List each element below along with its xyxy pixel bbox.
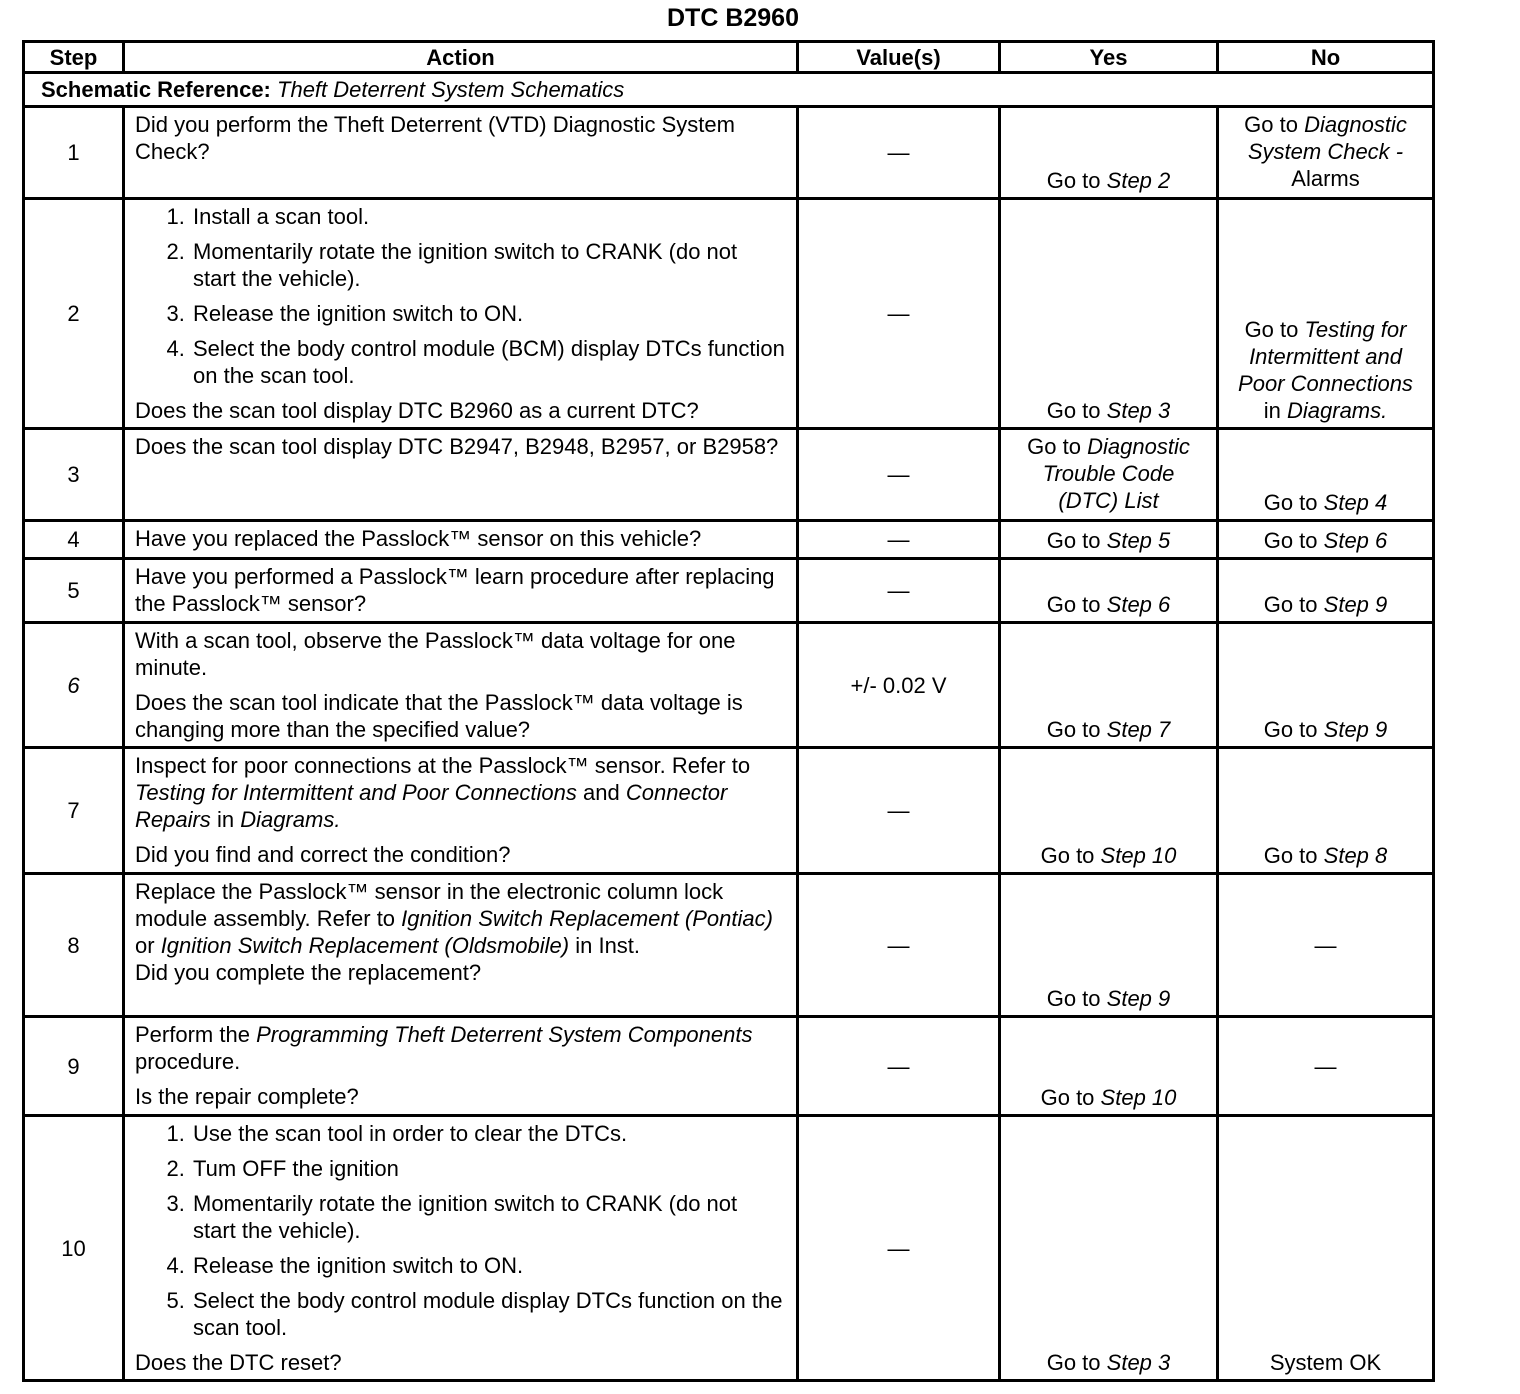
action-question: Does the scan tool display DTC B2960 as a current DTC? bbox=[135, 398, 699, 423]
yes-cell bbox=[1000, 623, 1218, 748]
table-row bbox=[24, 521, 1434, 559]
schematic-link[interactable]: Theft Deterrent System Schematics bbox=[277, 77, 625, 102]
go-to-label: Go to bbox=[1046, 1350, 1101, 1375]
step-number: 5 bbox=[24, 559, 124, 623]
step-number: 6 bbox=[24, 623, 124, 748]
header-value: Value(s) bbox=[798, 42, 1000, 73]
go-to-label: Go to bbox=[1027, 434, 1081, 459]
action-link[interactable]: Testing for Intermittent and Poor Connections bbox=[135, 780, 577, 805]
value-cell: — bbox=[798, 521, 1000, 559]
step-number: 10 bbox=[24, 1116, 124, 1381]
step-number: 2 bbox=[24, 199, 124, 429]
action-text-part: Perform the bbox=[135, 1022, 250, 1047]
no-link[interactable]: Step 6 bbox=[1323, 528, 1388, 553]
no-cell: — bbox=[1218, 874, 1434, 1017]
yes-link[interactable]: Step 5 bbox=[1106, 528, 1171, 553]
yes-link[interactable]: Step 3 bbox=[1106, 398, 1171, 423]
step-number: 8 bbox=[24, 874, 124, 1017]
no-link[interactable]: Step 9 bbox=[1323, 592, 1388, 617]
yes-cell bbox=[1000, 429, 1218, 521]
header-step: Step bbox=[24, 42, 124, 73]
no-link[interactable]: Step 9 bbox=[1323, 717, 1388, 742]
no-cell bbox=[1218, 623, 1434, 748]
list-item: 3. Release the ignition switch to ON. bbox=[191, 300, 786, 327]
value-cell: +/- 0.02 V bbox=[798, 623, 1000, 748]
list-item: 4. Select the body control module (BCM) display DTCs function on the scan tool. bbox=[191, 335, 786, 389]
no-cell: — bbox=[1218, 1017, 1434, 1116]
list-item: 4. Release the ignition switch to ON. bbox=[191, 1252, 786, 1279]
list-item: 2. Tum OFF the ignition bbox=[191, 1155, 786, 1182]
table-row bbox=[24, 429, 1434, 521]
header-no: No bbox=[1218, 42, 1434, 73]
yes-cell bbox=[1000, 1116, 1218, 1381]
yes-cell bbox=[1000, 559, 1218, 623]
value-cell: — bbox=[798, 559, 1000, 623]
action-text: Does the scan tool display DTC B2947, B2948, B2957, or B2958? bbox=[135, 434, 779, 459]
action-text: Did you perform the Theft Deterrent (VTD) Diagnostic System Check? bbox=[135, 112, 735, 164]
action-text-part: and bbox=[583, 780, 620, 805]
go-to-label: Go to bbox=[1046, 717, 1101, 742]
action-text bbox=[135, 1021, 786, 1075]
list-item: 1. Use the scan tool in order to clear the DTCs. bbox=[191, 1120, 786, 1147]
action-text-part: in bbox=[216, 807, 235, 832]
table-row bbox=[24, 623, 1434, 748]
value-cell: — bbox=[798, 1017, 1000, 1116]
action-cell bbox=[124, 199, 798, 429]
action-question: Is the repair complete? bbox=[135, 1084, 359, 1109]
action-text: Have you performed a Passlock™ learn procedure after replacing the Passlock™ sensor? bbox=[135, 564, 775, 616]
yes-link[interactable]: Step 2 bbox=[1106, 168, 1171, 193]
action-cell bbox=[124, 1017, 798, 1116]
no-link[interactable]: Diagnostic System Check - bbox=[1247, 112, 1407, 164]
diagnostic-table bbox=[22, 40, 1435, 1382]
yes-link[interactable]: Step 10 bbox=[1100, 1085, 1177, 1110]
action-cell bbox=[124, 874, 798, 1017]
yes-cell bbox=[1000, 107, 1218, 199]
schematic-reference bbox=[24, 73, 1434, 107]
action-cell bbox=[124, 521, 798, 559]
go-to-label: Go to bbox=[1046, 168, 1101, 193]
go-to-label: Go to bbox=[1046, 592, 1101, 617]
yes-link[interactable]: Step 9 bbox=[1106, 986, 1171, 1011]
action-link[interactable]: Connector Repairs bbox=[135, 780, 728, 832]
step-number: 7 bbox=[24, 748, 124, 874]
step-number: 9 bbox=[24, 1017, 124, 1116]
step-number: 1 bbox=[24, 107, 124, 199]
action-text: Have you replaced the Passlock™ sensor on this vehicle? bbox=[135, 526, 702, 551]
value-cell: — bbox=[798, 199, 1000, 429]
table-row bbox=[24, 1017, 1434, 1116]
action-link[interactable]: Programming Theft Deterrent System Components bbox=[256, 1022, 753, 1047]
action-text-part: in Inst. bbox=[575, 933, 641, 958]
action-cell bbox=[124, 1116, 798, 1381]
schematic-label: Schematic Reference: bbox=[41, 77, 271, 102]
no-cell bbox=[1218, 107, 1434, 199]
action-cell bbox=[124, 748, 798, 874]
list-item: 3. Momentarily rotate the ignition switch to CRANK (do not start the vehicle). bbox=[191, 1190, 786, 1244]
go-to-label: Go to bbox=[1263, 528, 1318, 553]
step-number: 3 bbox=[24, 429, 124, 521]
action-text-part: or bbox=[135, 933, 155, 958]
yes-cell bbox=[1000, 874, 1218, 1017]
yes-cell bbox=[1000, 748, 1218, 874]
go-to-label: Go to bbox=[1244, 317, 1299, 342]
page-title: DTC B2960 bbox=[667, 4, 799, 32]
yes-cell bbox=[1000, 521, 1218, 559]
header-yes: Yes bbox=[1000, 42, 1218, 73]
action-text-part: Inspect for poor connections at the Passlock™ sensor. Refer to bbox=[135, 753, 751, 778]
go-to-label: Go to bbox=[1244, 112, 1298, 137]
yes-link[interactable]: Step 10 bbox=[1100, 843, 1177, 868]
value-cell: — bbox=[798, 107, 1000, 199]
table-row bbox=[24, 1116, 1434, 1381]
yes-cell bbox=[1000, 199, 1218, 429]
no-link[interactable]: Step 4 bbox=[1323, 490, 1388, 515]
action-text-part: Replace the Passlock™ sensor in the electronic column lock module assembly. Refer to bbox=[135, 879, 724, 931]
action-link[interactable]: Ignition Switch Replacement (Pontiac) bbox=[401, 906, 773, 931]
header-row bbox=[24, 42, 1434, 73]
no-cell bbox=[1218, 748, 1434, 874]
list-item: 2. Momentarily rotate the ignition switch to CRANK (do not start the vehicle). bbox=[191, 238, 786, 292]
no-link[interactable]: Step 8 bbox=[1323, 843, 1388, 868]
list-item: 5. Select the body control module display DTCs function on the scan tool. bbox=[191, 1287, 786, 1341]
no-link[interactable]: Testing for Intermittent and Poor Connections bbox=[1238, 317, 1413, 396]
go-to-label: Go to bbox=[1046, 528, 1101, 553]
no-cell bbox=[1218, 199, 1434, 429]
step-number: 4 bbox=[24, 521, 124, 559]
yes-link[interactable]: Diagnostic Trouble Code (DTC) List bbox=[1042, 434, 1190, 513]
go-to-label: Go to bbox=[1263, 490, 1318, 515]
table-row bbox=[24, 199, 1434, 429]
action-list bbox=[135, 203, 786, 389]
action-question: Does the scan tool indicate that the Passlock™ data voltage is changing more than the specified value? bbox=[135, 690, 743, 742]
action-link[interactable]: Diagrams. bbox=[240, 807, 341, 832]
go-to-label: Go to bbox=[1040, 843, 1095, 868]
table-row bbox=[24, 874, 1434, 1017]
value-cell: — bbox=[798, 748, 1000, 874]
go-to-label: Go to bbox=[1040, 1085, 1095, 1110]
no-cell bbox=[1218, 429, 1434, 521]
no-ref[interactable]: Diagrams. bbox=[1287, 398, 1388, 423]
action-text: With a scan tool, observe the Passlock™ data voltage for one minute. bbox=[135, 628, 736, 680]
action-text-part: procedure. bbox=[135, 1049, 241, 1074]
action-cell bbox=[124, 429, 798, 521]
action-text bbox=[135, 878, 786, 959]
action-cell bbox=[124, 623, 798, 748]
action-cell bbox=[124, 107, 798, 199]
schematic-row bbox=[24, 73, 1434, 107]
no-cell bbox=[1218, 521, 1434, 559]
yes-cell bbox=[1000, 1017, 1218, 1116]
yes-link[interactable]: Step 6 bbox=[1106, 592, 1171, 617]
action-question: Did you complete the replacement? bbox=[135, 960, 482, 985]
list-item: 1. Install a scan tool. bbox=[191, 203, 786, 230]
action-list bbox=[135, 1120, 786, 1341]
table-row bbox=[24, 748, 1434, 874]
table-row bbox=[24, 559, 1434, 623]
yes-link[interactable]: Step 7 bbox=[1106, 717, 1171, 742]
value-cell: — bbox=[798, 1116, 1000, 1381]
action-link[interactable]: Ignition Switch Replacement (Oldsmobile) bbox=[160, 933, 570, 958]
go-to-label: Go to bbox=[1263, 843, 1318, 868]
action-text bbox=[135, 752, 786, 833]
action-cell bbox=[124, 559, 798, 623]
no-cell bbox=[1218, 559, 1434, 623]
header-action: Action bbox=[124, 42, 798, 73]
value-cell: — bbox=[798, 429, 1000, 521]
value-cell: — bbox=[798, 874, 1000, 1017]
action-question: Does the DTC reset? bbox=[135, 1350, 342, 1375]
yes-link[interactable]: Step 3 bbox=[1106, 1350, 1171, 1375]
no-cell: System OK bbox=[1218, 1116, 1434, 1381]
go-to-label: Go to bbox=[1046, 398, 1101, 423]
no-suffix: Alarms bbox=[1291, 166, 1360, 191]
action-question: Did you find and correct the condition? bbox=[135, 842, 511, 867]
go-to-label: Go to bbox=[1263, 717, 1318, 742]
table-row bbox=[24, 107, 1434, 199]
go-to-label: Go to bbox=[1046, 986, 1101, 1011]
no-mid: in bbox=[1263, 398, 1281, 423]
go-to-label: Go to bbox=[1263, 592, 1318, 617]
